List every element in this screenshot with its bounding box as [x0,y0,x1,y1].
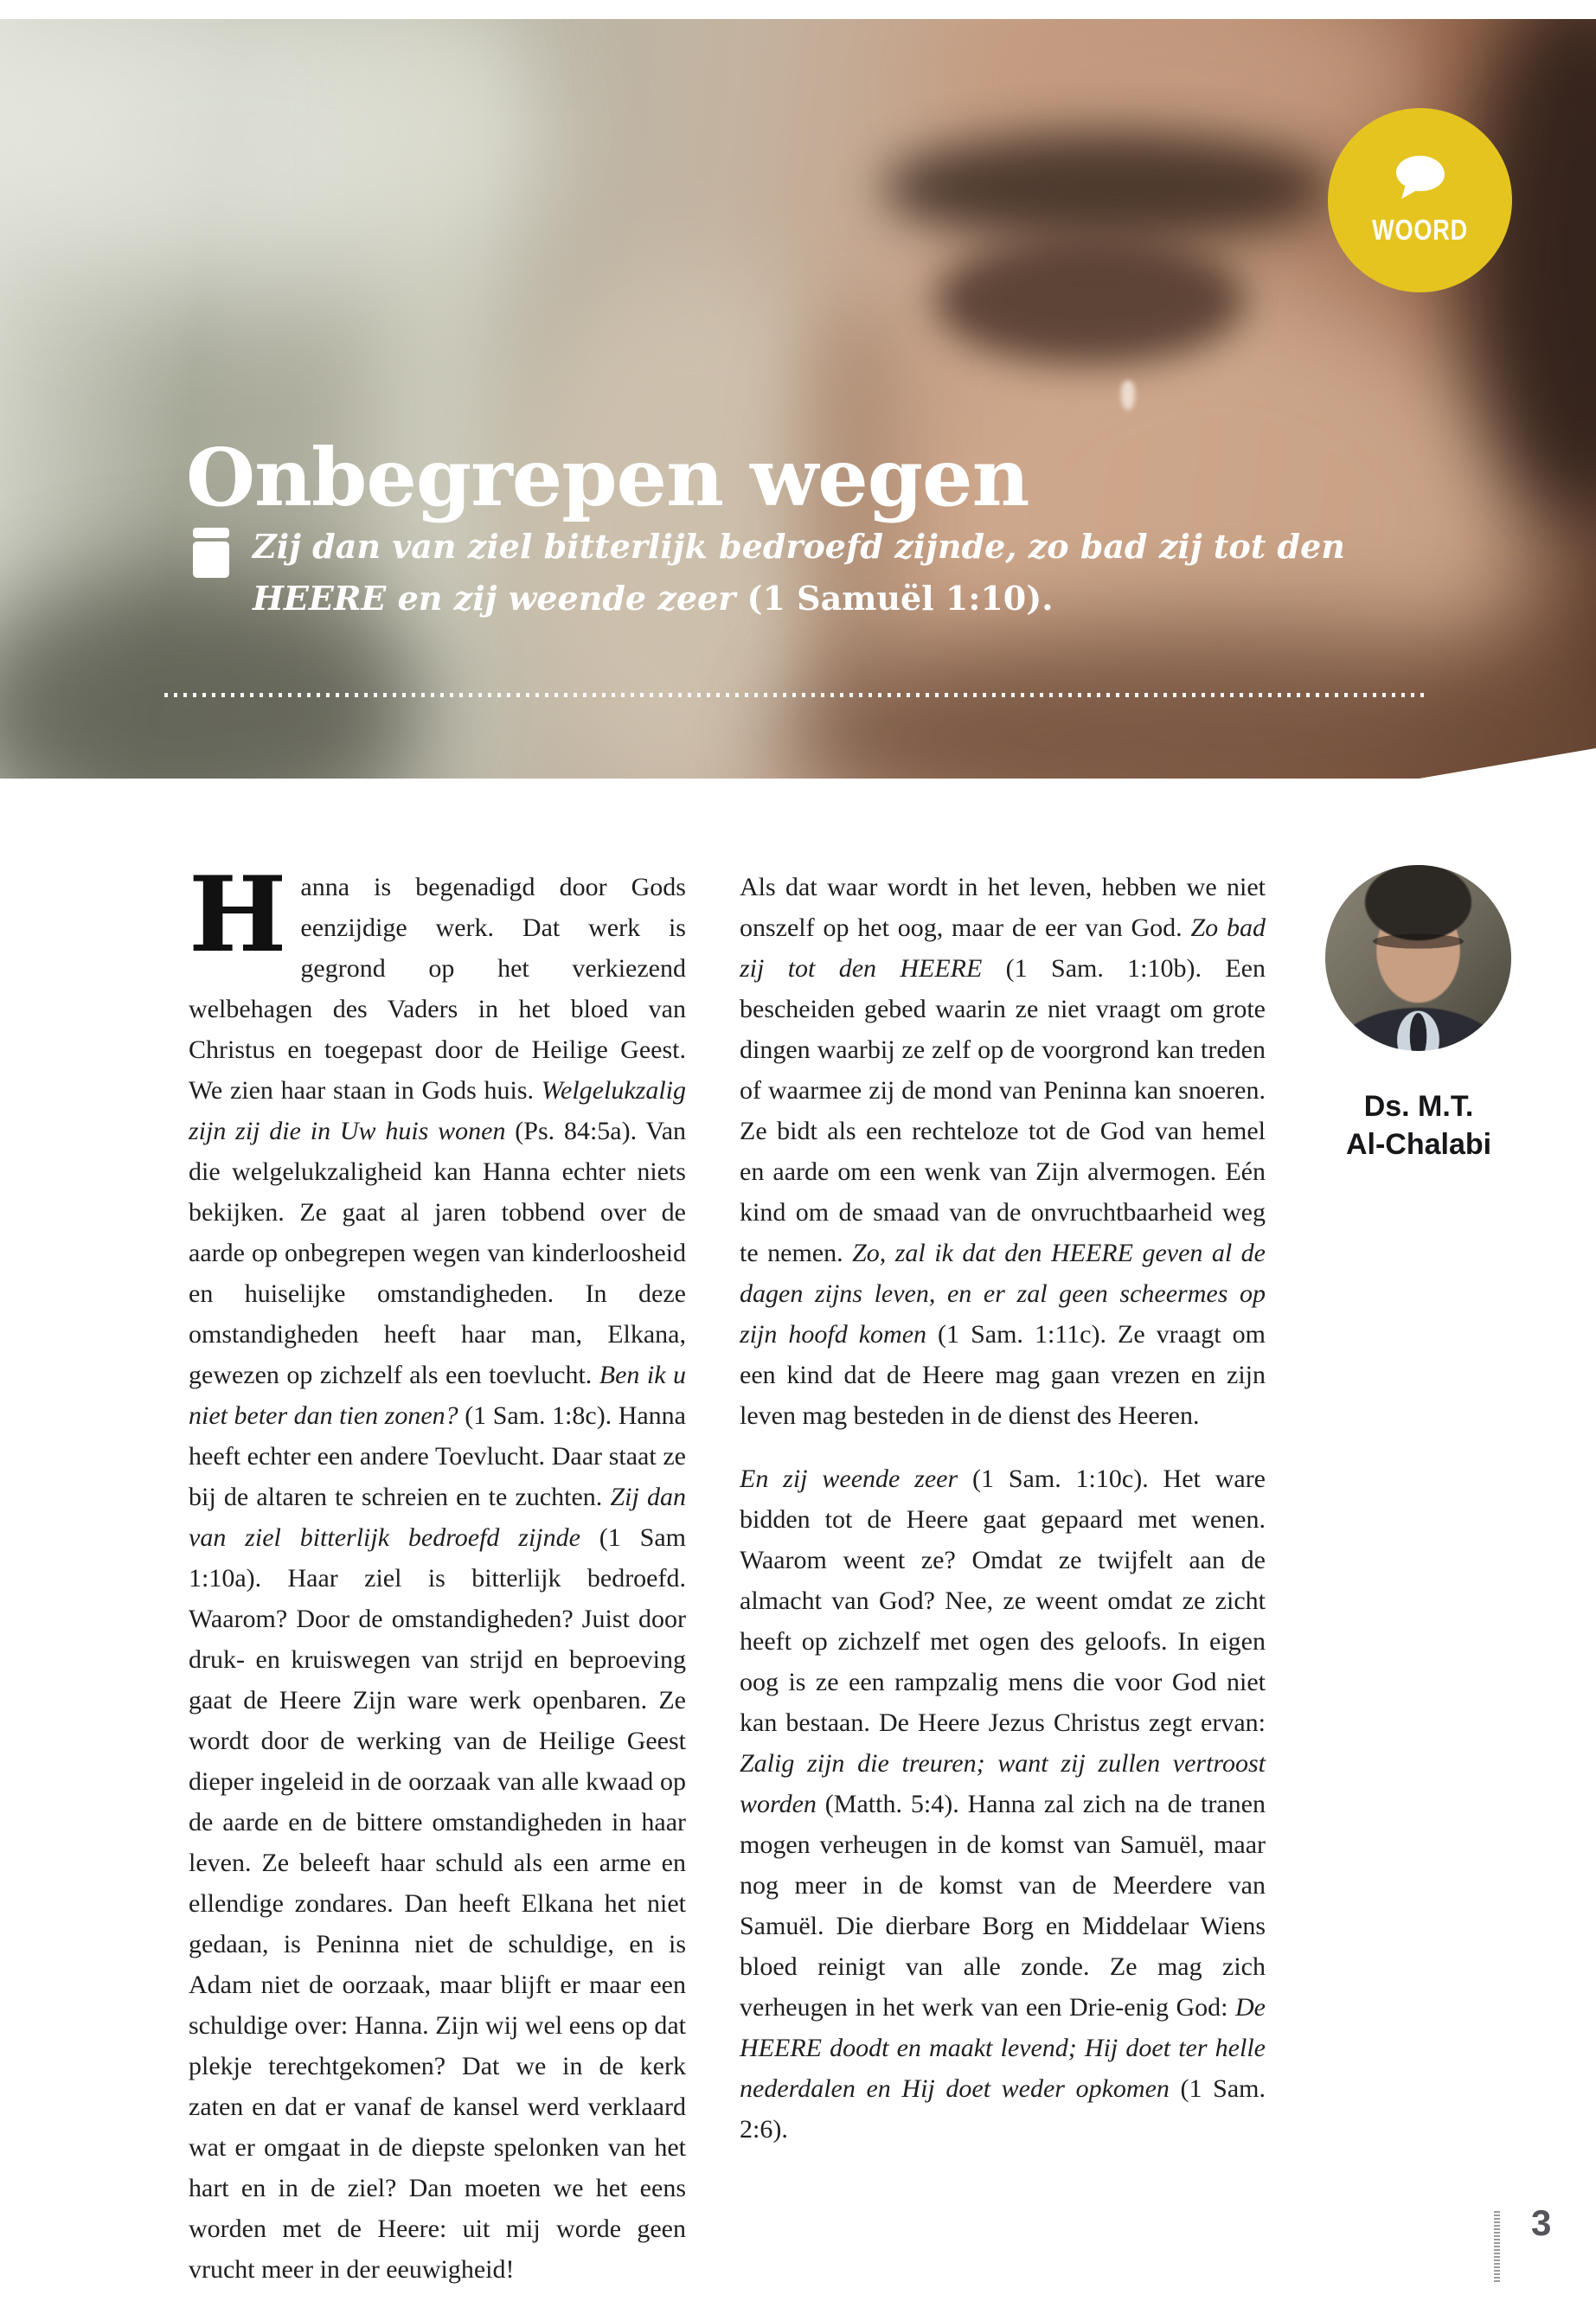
text-segment: Zij dan van ziel bitterlijk bedroefd zijnde, zo bad zij tot den HEERE en zij weende zeer [253,527,1345,618]
text-segment: En zij weende zeer [740,1465,958,1493]
text-segment: (1 Sam. 1:8c). Hanna heeft echter een andere Toevlucht. Daar staat ze bij de altaren te schreien en te zuchten. [189,1401,686,1511]
category-badge [1328,108,1512,292]
body-paragraph [189,854,687,2290]
article-column-right [740,867,1266,2150]
speech-bubble-icon [1392,154,1449,207]
text-segment: (Ps. 84:5a). Van die welgelukzaligheid kan Hanna echter niets bekijken. Ze gaat al jaren tobbend over de aarde op onbegrepen wegen van kinderloosheid en huiselijke omstandigheden. In deze omstandigheden heeft haar man, Elkana, gewezen op zichzelf als een toevlucht. [189,1117,687,1389]
author-name-line2: Al-Chalabi [1345,1128,1492,1161]
author-name-line1: Ds. M.T. [1363,1090,1474,1123]
tear-drop [1121,381,1135,410]
text-segment: Zij dan van ziel bitterlijk bedroefd zijnde [189,1483,686,1552]
body-paragraph [740,1458,1266,2150]
text-segment: De HEERE doodt en maakt levend; Hij doet ter helle nederdalen en Hij doet weder opkomen [740,1993,1266,2103]
text-segment: (1 Samuël 1:10). [735,579,1054,618]
hero-blur-shape [779,625,1596,779]
text-segment: Zo bad zij tot den HEERE [740,913,1266,983]
hero-blur-shape [934,235,1246,365]
book-icon [192,528,230,582]
text-segment: Welgelukzalig zijn zij die in Uw huis wonen [189,1076,686,1145]
author-portrait [1325,865,1511,1051]
text-segment: (Matth. 5:4). Hanna zal zich na de tranen mogen verheugen in de komst van Samuël, maar nog meer in de komst van de Meerdere van Samuël. Die dierbare Borg en Middelaar Wiens bloed reinigt van alle zonde. Ze mag zich verheugen in het werk van een Drie-enig God: [740,1790,1266,2022]
text-segment: anna is begenadigd door Gods eenzijdige werk. Dat werk is gegrond op het verkiezend welbehagen des Vaders in het bloed van Christus en toegepast door de Heilige Geest. We zien haar staan in Gods huis. [189,873,686,1105]
scripture-quote [192,521,1412,625]
scripture-quote-text [253,521,1403,625]
drop-cap: H [189,854,287,976]
text-segment: (1 Sam. 1:10c). Het ware bidden tot de Heere gaat gepaard met wenen. Waarom weent ze? Omdat ze twijfelt aan de almacht van God? Nee, ze weent omdat ze zicht heeft op zichzelf met ogen des geloofs. In eigen oog is ze een rampzalig mens die voor God niet kan bestaan. De Heere Jezus Christus zegt ervan: [740,1465,1266,1737]
page-title: Onbegrepen wegen [186,430,1029,524]
badge-label: WOORD [1372,214,1468,246]
text-segment: (1 Sam 1:10a). Haar ziel is bitterlijk bedroefd. Waarom? Door de omstandigheden? Juist door druk- en kruiswegen van strijd en beproeving gaat de Heere Zijn ware werk openbaren. Ze wordt door de werking van de Heilige Geest dieper ingeleid in de oorzaak van alle kwaad op de aarde en de bittere omstandigheden in haar leven. Ze beleeft haar schuld als een arme en ellendige zondares. Dan heeft Elkana het niet gedaan, is Peninna niet de schuldige, en is Adam niet de oorzaak, maar blijft er maar een schuldige over: Hanna. Zijn wij wel eens op dat plekje terechtgekomen? Dat we in de kerk zaten en dat er vanaf de kansel werd verklaard wat er omgaat in de diepste spelonken van het hart en in de ziel? Dan moeten we het eens worden met de Heere: uit mij worde geen vrucht meer in der eeuwigheid! [189,1523,686,2284]
text-segment: (1 Sam. 1:11c). Ze vraagt om een kind dat de Heere mag gaan vrezen en zijn leven mag besteden in de dienst des Heeren. [740,1320,1266,1430]
body-paragraph [740,867,1266,1436]
text-segment: Zo, zal ik dat den HEERE geven al de dagen zijns leven, en er zal geen scheermes op zijn hoofd komen [740,1239,1266,1349]
text-segment: (1 Sam. 1:10b). Een bescheiden gebed waarin ze niet vraagt om grote dingen waarbij ze zelf op de voorgrond kan treden of waarmee zij de mond van Peninna kan snoeren. Ze bidt als een rechteloze tot de God van hemel en aarde om een wenk van Zijn alvermogen. Eén kind om de smaad van de onvruchtbaarheid weg te nemen. [740,954,1266,1267]
author-block [1325,865,1512,1163]
dotted-divider [164,693,1427,697]
footer-dashed-rule [1494,2211,1500,2282]
hero-blur-shape [882,131,1332,244]
article-column-left [189,854,687,2290]
text-segment: Als dat waar wordt in het leven, hebben we niet onszelf op het oog, maar de eer van God. [740,873,1266,942]
text-segment: Ben ik u niet beter dan tien zonen? [189,1361,686,1430]
text-segment: Zalig zijn die treuren; want zij zullen vertroost worden [740,1749,1266,1818]
page-number: 3 [1531,2202,1552,2243]
text-segment: (1 Sam. 2:6). [740,2074,1266,2144]
